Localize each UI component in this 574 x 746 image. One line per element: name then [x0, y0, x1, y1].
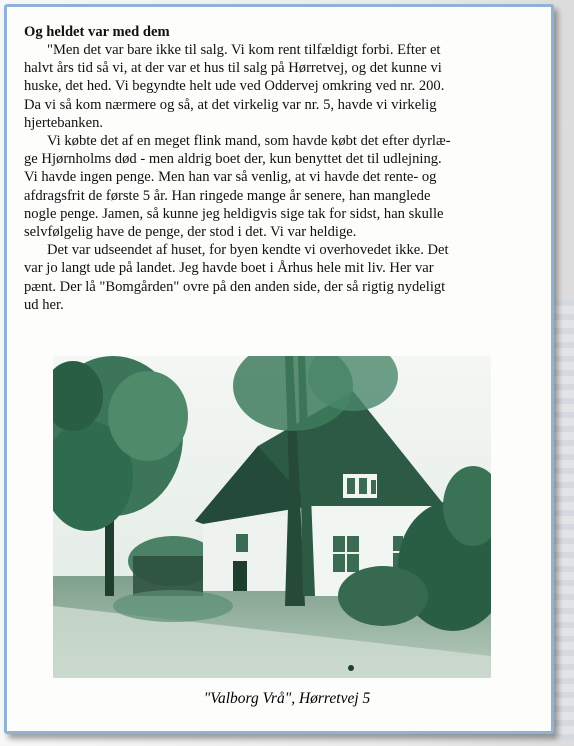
house-photo [53, 356, 491, 678]
paragraph-3 [24, 241, 537, 314]
paragraph-line: huske, det hed. Vi begyndte helt ude ved Oddervej omkring ved nr. 200. [24, 78, 445, 95]
paragraph-line: Vi købte det af en meget flink mand, som havde købt det efter dyrlæ- [47, 133, 451, 150]
photo-caption: "Valborg Vrå", Hørretvej 5 [203, 690, 371, 707]
paragraph-1 [24, 41, 537, 132]
paragraph-line: "Men det var bare ikke til salg. Vi kom rent tilfældigt forbi. Efter et [47, 42, 441, 58]
paragraph-line: ud her. [24, 296, 64, 313]
paragraph-line: var jo langt ude på landet. Jeg havde boet i Århus hele mit liv. Her var [24, 260, 434, 277]
paragraph-line: nogle penge. Jamen, så kunne jeg heldigvis sige tak for sidst, han skulle [24, 205, 444, 222]
paragraph-line: Da vi så kom nærmere og så, at det virkelig var nr. 5, havde vi virkelig [24, 96, 437, 113]
paragraph-line: pænt. Der lå "Bomgården" ovre på den anden side, der så rigtig nydeligt [24, 278, 446, 295]
paragraph-line: Det var udseendet af huset, for byen kendte vi overhovedet ikke. Det [47, 242, 449, 259]
paragraph-line: Vi havde ingen penge. Men han var så venlig, at vi havde det rente- og [24, 169, 437, 186]
fence [133, 556, 203, 596]
photo-speck [348, 665, 354, 671]
article-heading: Og heldet var med dem [24, 24, 170, 40]
paragraph-line: halvt års tid så vi, at der var et hus til salg på Hørretvej, og det kunne vi [24, 60, 442, 77]
paragraph-2 [24, 132, 537, 241]
front-shrubs [113, 590, 233, 622]
backdrop-page-edge [552, 300, 574, 740]
paragraph-line: selvfølgelig have de penge, der stod i det. Vi var heldige. [24, 224, 357, 241]
paragraph-line: afdragsfrit de første 5 år. Han ringede mange år senere, han manglede [24, 187, 431, 204]
paragraph-line: hjertebanken. [24, 114, 104, 131]
paragraph-line: ge Hjørnholms død - men aldrig boet der, kun benyttet det til udlejning. [24, 151, 442, 168]
